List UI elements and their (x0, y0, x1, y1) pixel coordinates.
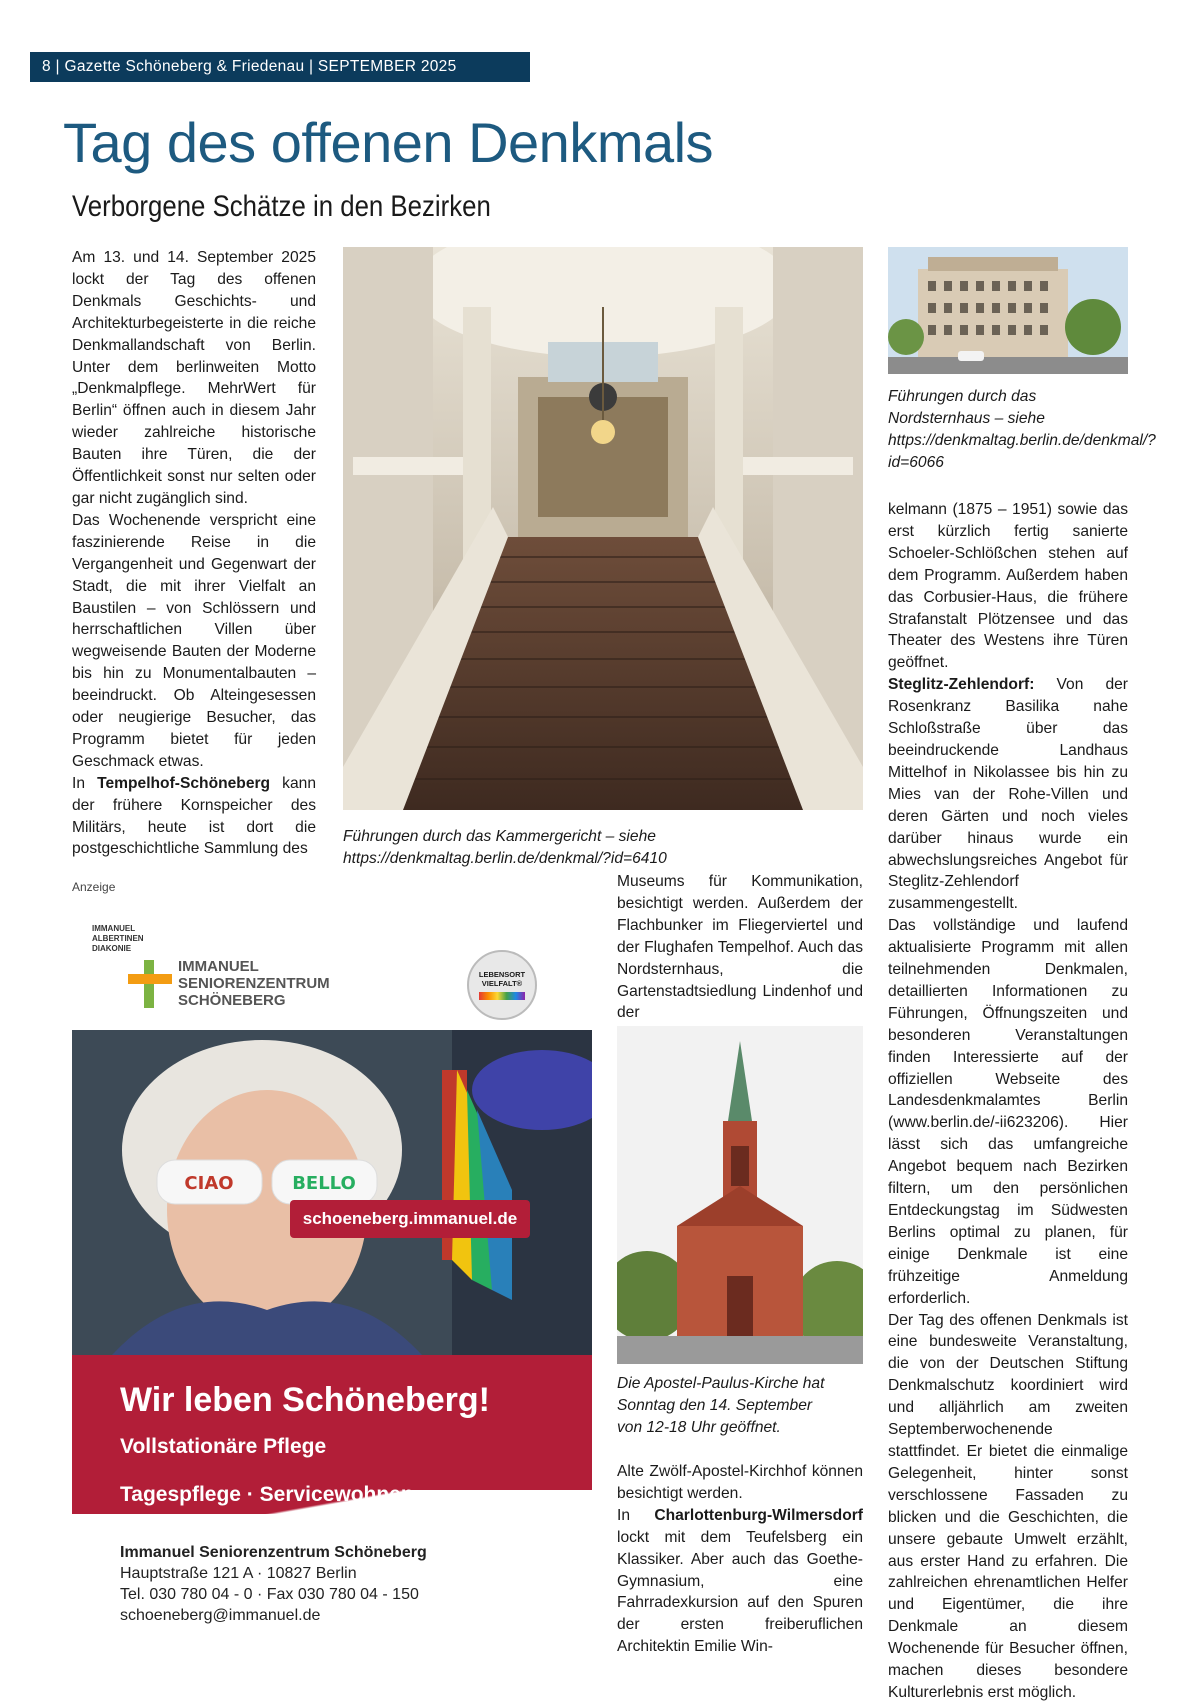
article-column-3 (888, 499, 1128, 1704)
ad-red-panel (72, 1355, 592, 1490)
page-header-bar (30, 52, 530, 82)
glasses-left-text: CIAO (184, 1173, 234, 1194)
kirche-caption: Die Apostel-Paulus-Kirche hat Sonntag den 14. September von 12-18 Uhr geöffnet. (617, 1375, 825, 1436)
page-header-label: 8 | Gazette Schöneberg & Friedenau | SEPTEMBER 2025 (42, 58, 457, 75)
logo-text: IMMANUEL SENIORENZENTRUM SCHÖNEBERG (178, 958, 330, 1009)
ad-services-2: Tagespflege · Servicewohnen (120, 1483, 414, 1506)
article-column-1 (72, 247, 316, 860)
paragraph: In Tempelhof-Schöneberg kann der frühere Kornspeicher des Militärs, heute ist dort die postgeschichtliche Sammlung des (72, 774, 316, 858)
article-column-2-top (617, 871, 863, 1024)
ad-services-1: Vollstationäre Pflege (120, 1435, 327, 1458)
website-link[interactable]: schoeneberg.immanuel.de (290, 1200, 530, 1238)
lebensort-vielfalt-badge: LEBENSORT VIELFALT® (467, 950, 537, 1020)
advertisement (72, 880, 592, 1690)
paragraph: Museums für Kommunikation, besichtigt werden. Außerdem der Flachbunker im Fliegerviertel und der Flughafen Tempelhof. Auch das Nordsternhaus, die Gartenstadtsiedlung Lindenhof und der (617, 873, 863, 1022)
paragraph: Das Wochenende verspricht eine faszinierende Reise in die Vergangenheit und Gegenwart der Stadt, die mit ihrer Vielfalt an Baustilen – von Schlössern und herrschaftlichen Villen über wegweisende Bauten der Moderne bis hin zu Monumentalbauten – beeindruckt. Ob Alteingesessen oder neugierige Besucher, das Programm bietet für jeden Geschmack etwas. (72, 511, 316, 770)
ad-email[interactable]: schoeneberg@immanuel.de (120, 1607, 321, 1624)
ad-org-name: Immanuel Seniorenzentrum Schöneberg (120, 1544, 427, 1561)
article-column-2-bottom (617, 1461, 863, 1658)
kammergericht-staircase-photo (343, 247, 863, 810)
apostel-paulus-kirche-photo (617, 1026, 863, 1364)
nordsternhaus-caption: Führungen durch das Nordsternhaus – siehe https://denkmaltag.berlin.de/denkmal/?id=6066 (888, 388, 1156, 471)
org-name-small: IMMANUEL ALBERTINEN DIAKONIE (92, 924, 144, 953)
ad-label: Anzeige (72, 880, 116, 894)
article-subtitle: Verborgene Schätze in den Bezirken (72, 190, 491, 223)
ad-contact (120, 1542, 427, 1626)
district-name: Tempelhof-Schöneberg (97, 774, 271, 792)
ad-photo-senior-woman (72, 1030, 592, 1355)
glasses-right-text: BELLO (292, 1173, 356, 1194)
paragraph: kelmann (1875 – 1951) sowie das erst kürzlich fertig sanierte Schoeler-Schlößchen stehen auf dem Programm. Außerdem haben das Corbusier-Haus, die frühere Strafanstalt Plötzensee und das Theater des Westens ihre Türen geöffnet. (888, 501, 1128, 672)
paragraph: Alte Zwölf-Apostel-Kirchhof können besichtigt werden. (617, 1463, 863, 1502)
ad-address: Hauptstraße 121 A · 10827 Berlin (120, 1565, 357, 1582)
kammergericht-caption: Führungen durch das Kammergericht – siehe https://denkmaltag.berlin.de/denkmal/?id=6410 (343, 828, 667, 867)
paragraph: Steglitz-Zehlendorf: Von der Rosenkranz Basilika nahe Schloßstraße über das beeindruckende Landhaus Mittelhof in Nikolassee bis hin zu Mies van der Rohe-Villen und deren Gärten und noch vieles darüber hinaus wurde ein abwechslungsreiches Angebot für Steglitz-Zehlendorf zusammengestellt. (888, 676, 1128, 913)
district-name: Charlottenburg-Wilmersdorf (654, 1506, 863, 1524)
article-title: Tag des offenen Denkmals (63, 111, 714, 174)
paragraph: Der Tag des offenen Denkmals ist eine bundesweite Veranstaltung, die von der Deutschen Stiftung Denkmalschutz koordiniert wird und alljährlich am zweiten Septemberwochenende stattfindet. Er bietet die einmalige Gelegenheit, hinter sonst verschlossene Fassaden zu blicken und die Geschichten, die unsere gebaute Umwelt erzählt, aus erster Hand zu erfahren. Die zahlreichen ehrenamtlichen Helfer und Eigentümer, die ihre Denkmale an diesem Wochenende für Besucher öffnen, machen dieses besondere Kulturerlebnis erst möglich. (888, 1311, 1128, 1701)
immanuel-logo[interactable] (92, 924, 332, 1008)
nordsternhaus-photo (888, 247, 1128, 374)
ad-phone: Tel. 030 780 04 - 0 · Fax 030 780 04 - 150 (120, 1586, 419, 1603)
cross-icon (128, 960, 172, 1008)
district-name: Steglitz-Zehlendorf: (888, 676, 1035, 694)
ad-headline: Wir leben Schöneberg! (120, 1381, 490, 1419)
paragraph: Am 13. und 14. September 2025 lockt der Tag des offenen Denkmals Geschichts- und Architekturbegeisterte in die reiche Denkmallandschaft von Berlin. Unter dem berlinweiten Motto „Denkmalpflege. MehrWert für Berlin“ öffnen auch in diesem Jahr wieder zahlreiche historische Bauten ihre Türen, die der Öffentlichkeit sonst nur selten oder gar nicht zugänglich sind. (72, 249, 316, 507)
paragraph: In Charlottenburg-Wilmersdorf lockt mit dem Teufelsberg ein Klassiker. Aber auch das Goethe-Gymnasium, eine Fahrradexkursion auf den Spuren der ersten freiberuflichen Architektin Emilie Win- (617, 1506, 863, 1656)
paragraph: Das vollständige und laufend aktualisierte Programm mit allen teilnehmenden Denkmalen, detaillierten Informationen zu Führungen, Öffnungszeiten und besonderen Veranstaltungen finden Interessierte auf der offiziellen Webseite des Landesdenkmalamtes Berlin (www.berlin.de/-ii623206). Hier lässt sich das umfangreiche Angebot bequem nach Bezirken filtern, um den persönlichen Entdeckungstag im Südwesten Berlins optimal zu planen, für einige Denkmale ist eine frühzeitige Anmeldung erforderlich. (888, 917, 1128, 1307)
